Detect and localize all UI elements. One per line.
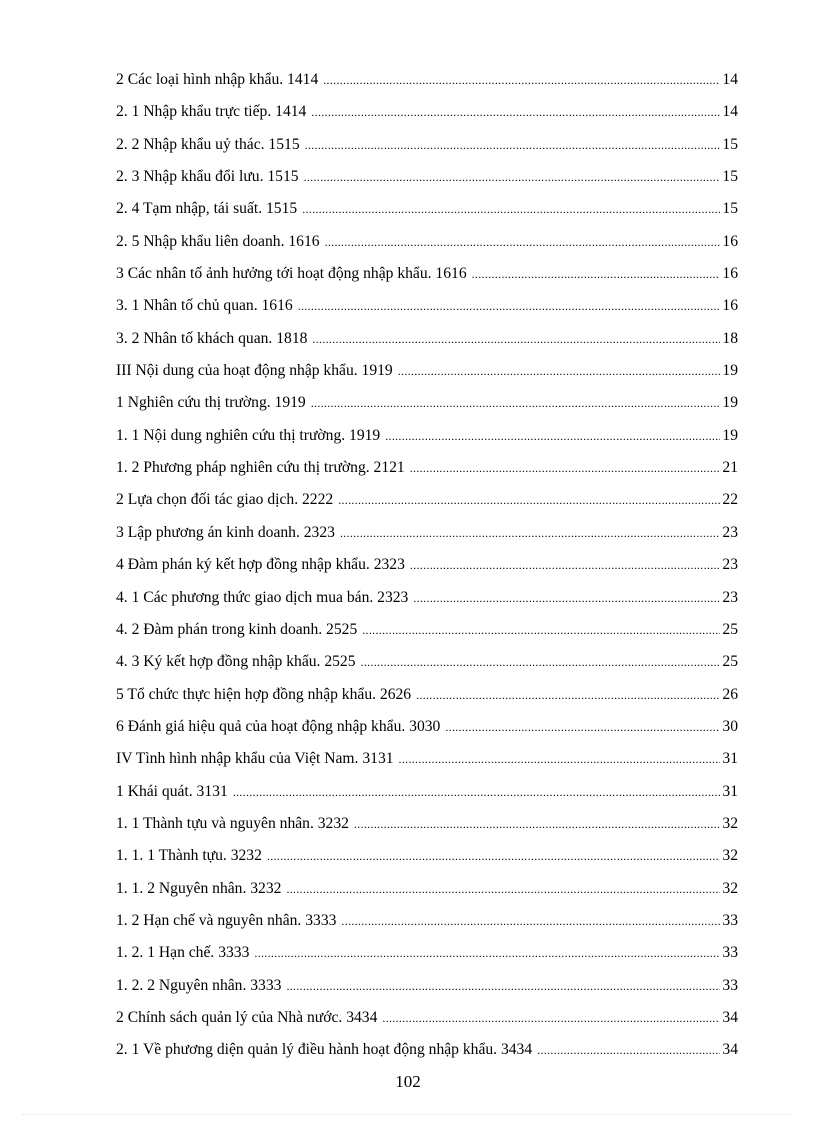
- toc-dot-leader: [286, 970, 720, 1002]
- toc-dot-leader: [385, 420, 720, 452]
- toc-dot-leader: [399, 743, 720, 775]
- table-of-contents: [116, 64, 738, 1067]
- toc-entry[interactable]: [116, 711, 738, 743]
- toc-entry[interactable]: [116, 840, 738, 872]
- toc-entry-title: 1 Khái quát. 3131: [116, 782, 228, 800]
- toc-entry-page: 31: [722, 782, 738, 800]
- toc-entry-page: 14: [722, 103, 738, 121]
- toc-entry[interactable]: [116, 452, 738, 484]
- toc-entry-page: 15: [722, 168, 738, 186]
- toc-entry[interactable]: [116, 549, 738, 581]
- toc-entry-title: 4. 1 Các phương thức giao dịch mua bán. 2323: [116, 588, 409, 606]
- toc-entry-title: 2 Các loại hình nhập khẩu. 1414: [116, 71, 319, 88]
- toc-entry-title: 3. 1 Nhân tố chủ quan. 1616: [116, 297, 293, 315]
- toc-dot-leader: [304, 161, 720, 193]
- toc-entry[interactable]: [116, 743, 738, 775]
- toc-entry-title: 2 Chính sách quản lý của Nhà nước. 3434: [116, 1008, 378, 1026]
- toc-entry[interactable]: [116, 355, 738, 387]
- toc-entry[interactable]: [116, 387, 738, 419]
- toc-entry[interactable]: [116, 323, 738, 355]
- toc-entry-page: 23: [722, 556, 738, 574]
- toc-entry-page: 23: [722, 523, 738, 541]
- toc-entry[interactable]: [116, 96, 738, 128]
- toc-entry-title: 2. 1 Nhập khẩu trực tiếp. 1414: [116, 103, 307, 121]
- toc-entry-page: 33: [722, 944, 738, 962]
- toc-entry-page: 19: [722, 426, 738, 444]
- toc-dot-leader: [361, 646, 720, 678]
- toc-entry-title: 4. 3 Ký kết hợp đồng nhập khẩu. 2525: [116, 653, 356, 671]
- toc-entry-title: 2. 3 Nhập khẩu đổi lưu. 1515: [116, 168, 299, 186]
- toc-entry-title: 1. 2. 2 Nguyên nhân. 3333: [116, 976, 282, 994]
- toc-entry-title: 4. 2 Đàm phán trong kinh doanh. 2525: [116, 620, 358, 638]
- toc-entry-title: 5 Tổ chức thực hiện hợp đồng nhập khẩu. 2626: [116, 685, 412, 703]
- toc-entry-title: 1. 1. 2 Nguyên nhân. 3232: [116, 879, 282, 897]
- toc-entry-page: 15: [722, 135, 738, 153]
- toc-dot-leader: [267, 840, 720, 872]
- toc-dot-leader: [233, 776, 720, 808]
- toc-dot-leader: [354, 808, 720, 840]
- toc-dot-leader: [338, 484, 720, 516]
- toc-dot-leader: [341, 905, 720, 937]
- toc-entry[interactable]: [116, 290, 738, 322]
- toc-entry[interactable]: [116, 226, 738, 258]
- toc-dot-leader: [382, 1002, 720, 1034]
- toc-entry[interactable]: [116, 679, 738, 711]
- toc-entry-page: 32: [722, 879, 738, 897]
- toc-entry-title: 1. 2 Phương pháp nghiên cứu thị trường. 2121: [116, 459, 405, 477]
- toc-entry-page: 14: [722, 71, 738, 88]
- toc-entry-title: IV Tình hình nhập khẩu của Việt Nam. 3131: [116, 750, 394, 768]
- toc-entry-title: 1 Nghiên cứu thị trường. 1919: [116, 394, 306, 412]
- toc-dot-leader: [311, 96, 720, 128]
- toc-entry-title: 2. 5 Nhập khẩu liên doanh. 1616: [116, 232, 320, 250]
- toc-entry[interactable]: [116, 420, 738, 452]
- toc-entry[interactable]: [116, 129, 738, 161]
- toc-entry-title: 1. 1. 1 Thành tựu. 3232: [116, 847, 262, 865]
- toc-entry-title: 4 Đàm phán ký kết hợp đồng nhập khẩu. 2323: [116, 556, 405, 574]
- toc-entry-page: 23: [722, 588, 738, 606]
- toc-entry[interactable]: [116, 646, 738, 678]
- toc-entry-title: 6 Đánh giá hiệu quả của hoạt động nhập khẩu. 3030: [116, 717, 441, 735]
- toc-entry-page: 33: [722, 911, 738, 929]
- toc-entry-title: 1. 2. 1 Hạn chế. 3333: [116, 944, 250, 962]
- toc-entry[interactable]: [116, 776, 738, 808]
- toc-dot-leader: [325, 226, 720, 258]
- toc-dot-leader: [340, 517, 720, 549]
- toc-entry-page: 30: [722, 717, 738, 735]
- toc-entry-page: 32: [722, 814, 738, 832]
- page-bottom-border: [22, 1114, 794, 1115]
- toc-entry-page: 25: [722, 620, 738, 638]
- toc-entry-page: 21: [722, 459, 738, 477]
- toc-entry-page: 16: [722, 265, 738, 283]
- toc-entry-page: 16: [722, 297, 738, 315]
- toc-entry[interactable]: [116, 161, 738, 193]
- toc-entry-title: 2 Lựa chọn đối tác giao dịch. 2222: [116, 491, 334, 509]
- toc-dot-leader: [537, 1034, 720, 1066]
- toc-entry-page: 22: [722, 491, 738, 509]
- toc-entry-page: 34: [722, 1041, 738, 1059]
- toc-dot-leader: [323, 64, 720, 96]
- toc-entry-title: 1. 2 Hạn chế và nguyên nhân. 3333: [116, 911, 337, 929]
- toc-entry[interactable]: [116, 873, 738, 905]
- toc-entry-page: 16: [722, 232, 738, 250]
- toc-entry-page: 31: [722, 750, 738, 768]
- toc-dot-leader: [312, 323, 720, 355]
- page-number: 102: [395, 1072, 421, 1091]
- toc-entry[interactable]: [116, 905, 738, 937]
- toc-entry[interactable]: [116, 517, 738, 549]
- toc-dot-leader: [298, 290, 720, 322]
- toc-entry-page: 26: [722, 685, 738, 703]
- toc-dot-leader: [410, 549, 720, 581]
- toc-dot-leader: [254, 937, 720, 969]
- toc-entry-title: 3 Lập phương án kinh doanh. 2323: [116, 523, 335, 541]
- toc-entry-title: 1. 1 Nội dung nghiên cứu thị trường. 1919: [116, 426, 381, 444]
- toc-entry[interactable]: [116, 970, 738, 1002]
- toc-dot-leader: [302, 193, 720, 225]
- toc-entry-title: 3. 2 Nhân tố khách quan. 1818: [116, 329, 308, 347]
- toc-dot-leader: [445, 711, 720, 743]
- toc-dot-leader: [472, 258, 720, 290]
- toc-entry[interactable]: [116, 582, 738, 614]
- toc-entry-page: 15: [722, 200, 738, 218]
- toc-entry-page: 18: [722, 329, 738, 347]
- toc-entry-page: 25: [722, 653, 738, 671]
- toc-dot-leader: [413, 582, 720, 614]
- toc-entry[interactable]: [116, 193, 738, 225]
- toc-dot-leader: [410, 452, 720, 484]
- toc-dot-leader: [305, 129, 720, 161]
- toc-dot-leader: [286, 873, 720, 905]
- toc-entry[interactable]: [116, 258, 738, 290]
- toc-entry[interactable]: [116, 484, 738, 516]
- toc-dot-leader: [311, 387, 720, 419]
- toc-entry-title: 2. 1 Về phương diện quản lý điều hành hoạt động nhập khẩu. 3434: [116, 1041, 533, 1059]
- toc-entry[interactable]: [116, 614, 738, 646]
- toc-entry[interactable]: [116, 808, 738, 840]
- toc-entry-title: 2. 4 Tạm nhập, tái suất. 1515: [116, 200, 298, 218]
- toc-entry-title: 3 Các nhân tố ảnh hưởng tới hoạt động nhập khẩu. 1616: [116, 265, 467, 283]
- toc-entry-page: 32: [722, 847, 738, 865]
- toc-entry[interactable]: [116, 937, 738, 969]
- toc-dot-leader: [416, 679, 720, 711]
- toc-entry-page: 33: [722, 976, 738, 994]
- toc-entry-title: III Nội dung của hoạt động nhập khẩu. 1919: [116, 362, 393, 380]
- toc-dot-leader: [362, 614, 720, 646]
- toc-dot-leader: [398, 355, 720, 387]
- toc-entry[interactable]: [116, 1002, 738, 1034]
- toc-entry[interactable]: [116, 64, 738, 96]
- toc-entry-title: 2. 2 Nhập khẩu uỷ thác. 1515: [116, 135, 300, 153]
- toc-entry-page: 19: [722, 362, 738, 380]
- toc-entry[interactable]: [116, 1034, 738, 1066]
- toc-entry-page: 34: [722, 1008, 738, 1026]
- toc-entry-title: 1. 1 Thành tựu và nguyên nhân. 3232: [116, 814, 349, 832]
- toc-entry-page: 19: [722, 394, 738, 412]
